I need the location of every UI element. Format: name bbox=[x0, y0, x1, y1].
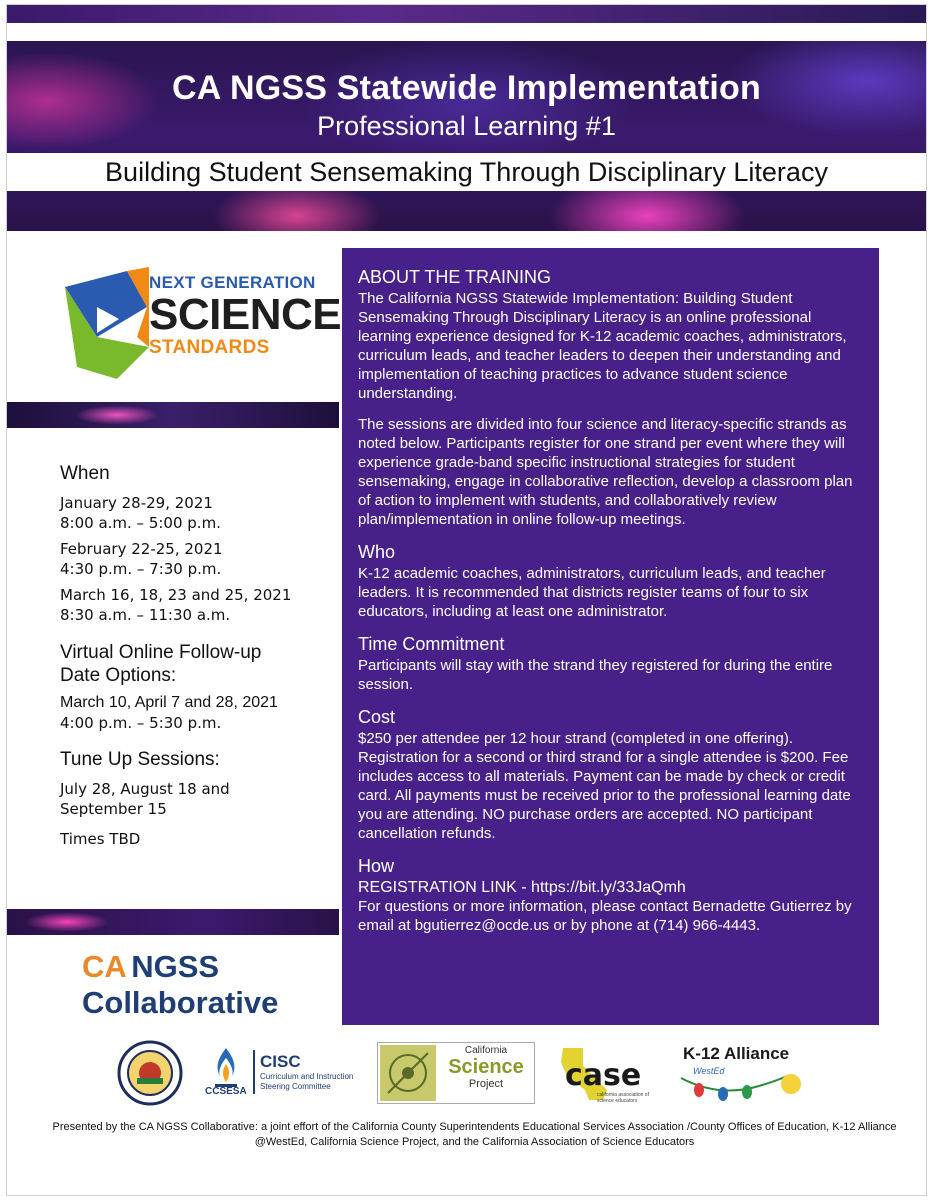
case-logo bbox=[555, 1046, 655, 1104]
followup-heading-line2: Date Options: bbox=[60, 665, 177, 686]
tuneup-date-line2: September 15 bbox=[60, 800, 167, 818]
cost-heading: Cost bbox=[358, 707, 396, 727]
science-project-icon bbox=[380, 1045, 436, 1101]
left-decorative-strip bbox=[7, 402, 339, 428]
followup-date: March 10, April 7 and 28, 2021 bbox=[60, 694, 278, 711]
ca-ngss-collaborative-logo bbox=[82, 949, 278, 1021]
cisc-logo-text bbox=[260, 1052, 353, 1092]
followup-time: 4:00 p.m. – 5:30 p.m. bbox=[60, 714, 222, 732]
session-time: 8:00 a.m. – 5:00 p.m. bbox=[60, 514, 221, 532]
state-seal-icon bbox=[117, 1040, 183, 1106]
followup-heading-line1: Virtual Online Follow-up bbox=[60, 642, 262, 663]
cisc-divider bbox=[253, 1050, 255, 1094]
csp-line2: Science bbox=[448, 1056, 524, 1078]
k12-alliance-logo bbox=[679, 1044, 819, 1104]
k12-sub: WestEd bbox=[693, 1066, 725, 1076]
california-science-project-logo bbox=[377, 1042, 535, 1104]
who-text: K-12 academic coaches, administrators, curriculum leads, and teacher leaders. It is recommended that districts register teams of four to six educators, including at least one administrator. bbox=[358, 565, 826, 620]
case-subtitle: california association of science educators bbox=[597, 1092, 649, 1104]
footer-credits: Presented by the CA NGSS Collaborative: a joint effort of the California County Superintendents Educational Services Association /County Offices of Education, K-12 Alliance @WestEd, California Science Project, and the California Association of Science Educators bbox=[52, 1121, 897, 1148]
cisc-subtitle-2: Steering Committee bbox=[260, 1082, 331, 1091]
ngss-line-standards: STANDARDS bbox=[149, 337, 270, 358]
when-heading: When bbox=[60, 463, 110, 484]
ngss-logo-text bbox=[149, 273, 342, 359]
session-item bbox=[60, 539, 330, 579]
ngss-line-next-generation: NEXT GENERATION bbox=[149, 273, 316, 292]
tagline: Building Student Sensemaking Through Disciplinary Literacy bbox=[7, 153, 926, 191]
tuneup-time: Times TBD bbox=[60, 830, 141, 848]
followup-heading bbox=[60, 641, 330, 687]
schedule-section bbox=[60, 463, 330, 849]
partner-logos bbox=[7, 1040, 926, 1110]
about-heading: ABOUT THE TRAINING bbox=[358, 267, 552, 287]
session-item bbox=[60, 493, 330, 533]
flyer-page bbox=[6, 4, 927, 1196]
page-title: CA NGSS Statewide Implementation bbox=[172, 69, 761, 107]
about-paragraph-1: The California NGSS Statewide Implementation: Building Student Sensemaking Through Disciplinary Literacy is an online professional learning experience designed for K-12 academic coaches, administrators, curriculum leads, and teacher leaders to deepen their understanding and implementation of teaching practices to advance student science understanding. bbox=[358, 290, 847, 402]
session-date: March 16, 18, 23 and 25, 2021 bbox=[60, 586, 292, 604]
page-subtitle: Professional Learning #1 bbox=[317, 111, 616, 141]
cost-text: $250 per attendee per 12 hour strand (completed in one offering). Registration for a second or third strand for a single attendee is $200. Fee includes access to all materials. Payment can be made by check or credit card. All payments must be received prior to the professional learning date you are attending. NO purchase orders are accepted. NO participant cancellation refunds. bbox=[358, 730, 851, 842]
session-time: 4:30 p.m. – 7:30 p.m. bbox=[60, 560, 222, 578]
tuneup-heading: Tune Up Sessions: bbox=[60, 749, 220, 770]
case-word: case bbox=[565, 1058, 642, 1093]
csp-line1: California bbox=[464, 1045, 508, 1056]
who-heading: Who bbox=[358, 542, 396, 562]
session-date: February 22-25, 2021 bbox=[60, 540, 223, 558]
hero-banner bbox=[7, 41, 926, 231]
tuneup-date-line1: July 28, August 18 and bbox=[60, 780, 230, 798]
ngss-line-science: SCIENCE bbox=[149, 290, 342, 339]
top-decorative-strip bbox=[7, 5, 926, 23]
csp-line3: Project bbox=[468, 1078, 504, 1090]
k12-title: K-12 Alliance bbox=[683, 1044, 790, 1063]
session-time: 8:30 a.m. – 11:30 a.m. bbox=[60, 606, 231, 624]
about-training-panel bbox=[342, 248, 879, 1025]
session-date: January 28-29, 2021 bbox=[60, 494, 213, 512]
cisc-subtitle-1: Curriculum and Instruction bbox=[260, 1072, 354, 1081]
collab-ca-text: CA bbox=[82, 949, 127, 984]
contact-text: For questions or more information, please contact Bernadette Gutierrez by email at bgutierrez@ocde.us or by phone at (714) 966-4443. bbox=[358, 898, 852, 934]
time-commitment-text: Participants will stay with the strand they registered for during the entire session. bbox=[358, 657, 833, 693]
cisc-title: CISC bbox=[260, 1052, 301, 1071]
about-paragraph-2: The sessions are divided into four science and literacy-specific strands as noted below. Participants register for one strand per event where they will experience grade-band specific instructional strategies for student sensemaking, engage in collaborative reflection, develop a classroom plan of action to implement with students, and collaboratively review plan/implementation in online follow-up meetings. bbox=[358, 416, 853, 528]
how-heading: How bbox=[358, 856, 395, 876]
time-commitment-heading: Time Commitment bbox=[358, 634, 505, 654]
collab-ngss-text: NGSS bbox=[131, 949, 220, 984]
registration-link[interactable]: REGISTRATION LINK - https://bit.ly/33JaQmh bbox=[358, 879, 686, 896]
ccsesa-label: CCSESA bbox=[205, 1086, 247, 1097]
left-decorative-strip-lower bbox=[7, 909, 339, 935]
session-item bbox=[60, 585, 330, 625]
collab-collaborative-text: Collaborative bbox=[82, 985, 279, 1020]
light-bulbs-icon bbox=[679, 1074, 809, 1104]
